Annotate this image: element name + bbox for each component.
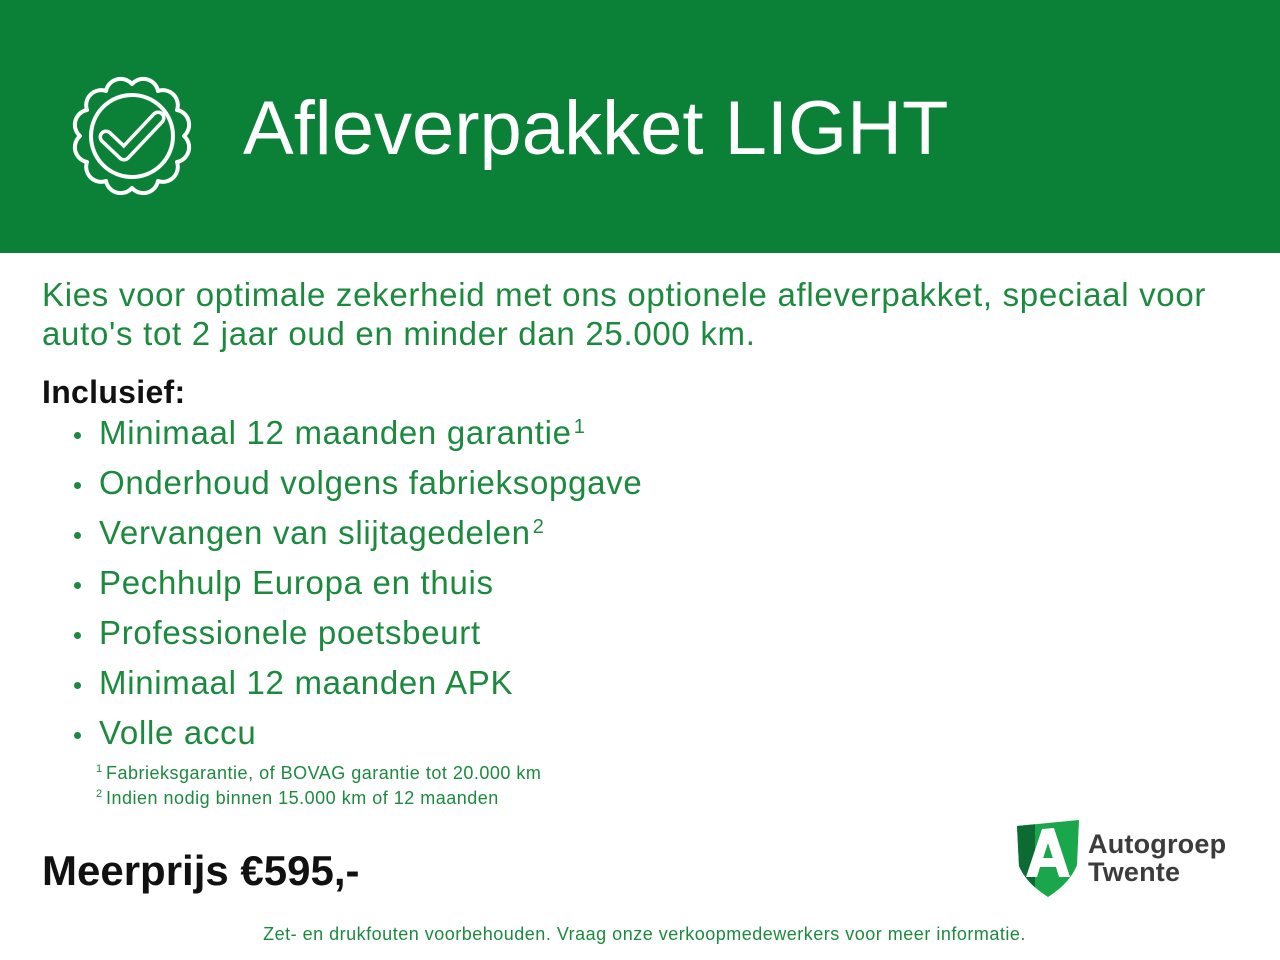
bullet-dot <box>74 632 81 639</box>
list-item <box>0 558 900 608</box>
intro-line: Kies voor optimale zekerheid met ons optionele afleverpakket, speciaal voor <box>42 276 1207 313</box>
logo-shield-shade <box>1017 824 1035 887</box>
bullet-dot <box>74 432 81 439</box>
footnotes <box>96 762 541 812</box>
intro-line: auto's tot 2 jaar oud en minder dan 25.000 km. <box>42 315 756 352</box>
header-banner <box>0 0 1280 253</box>
list-item-text: Minimaal 12 maanden APK <box>99 664 514 701</box>
footnote <box>96 787 541 812</box>
page-title: Afleverpakket LIGHT <box>243 86 949 171</box>
bullet-dot <box>74 582 81 589</box>
list-item-text: Minimaal 12 maanden garantie <box>99 414 572 451</box>
shield-a-logo-icon <box>1014 815 1084 901</box>
list-item <box>0 608 900 658</box>
price-amount: €595,- <box>240 847 360 894</box>
logo-wordmark-line1: Autogroep <box>1088 829 1227 859</box>
list-item <box>0 458 900 508</box>
price-label: Meerprijs <box>42 847 229 894</box>
list-item <box>0 408 900 458</box>
bullet-dot <box>74 482 81 489</box>
intro-text <box>42 275 1206 353</box>
footnote-marker: 2 <box>96 788 103 800</box>
list-item <box>0 708 900 758</box>
footnote-reference: 2 <box>532 516 544 538</box>
seal-check-icon <box>66 70 198 202</box>
footnote-reference: 1 <box>573 416 585 438</box>
bullet-dot <box>74 682 81 689</box>
footnote-text: Indien nodig binnen 15.000 km of 12 maanden <box>106 788 499 808</box>
bullet-dot <box>74 532 81 539</box>
price <box>42 846 360 896</box>
list-item-text: Volle accu <box>99 714 257 751</box>
includes-list <box>0 408 900 758</box>
disclaimer-text: Zet- en drukfouten voorbehouden. Vraag onze verkoopmedewerkers voor meer informatie. <box>263 924 1026 944</box>
footnote-marker: 1 <box>96 763 103 775</box>
logo-wordmark-line2: Twente <box>1088 857 1181 887</box>
bullet-dot <box>74 732 81 739</box>
includes-heading: Inclusief: <box>42 374 186 410</box>
list-item-text: Pechhulp Europa en thuis <box>99 564 494 601</box>
list-item-text: Onderhoud volgens fabrieksopgave <box>99 464 643 501</box>
logo-wordmark <box>1088 830 1226 886</box>
list-item-text: Professionele poetsbeurt <box>99 614 481 651</box>
footnote-text: Fabrieksgarantie, of BOVAG garantie tot 20.000 km <box>106 763 542 783</box>
list-item <box>0 658 900 708</box>
list-item <box>0 508 900 558</box>
list-item-text: Vervangen van slijtagedelen <box>99 514 531 551</box>
footnote <box>96 762 541 787</box>
